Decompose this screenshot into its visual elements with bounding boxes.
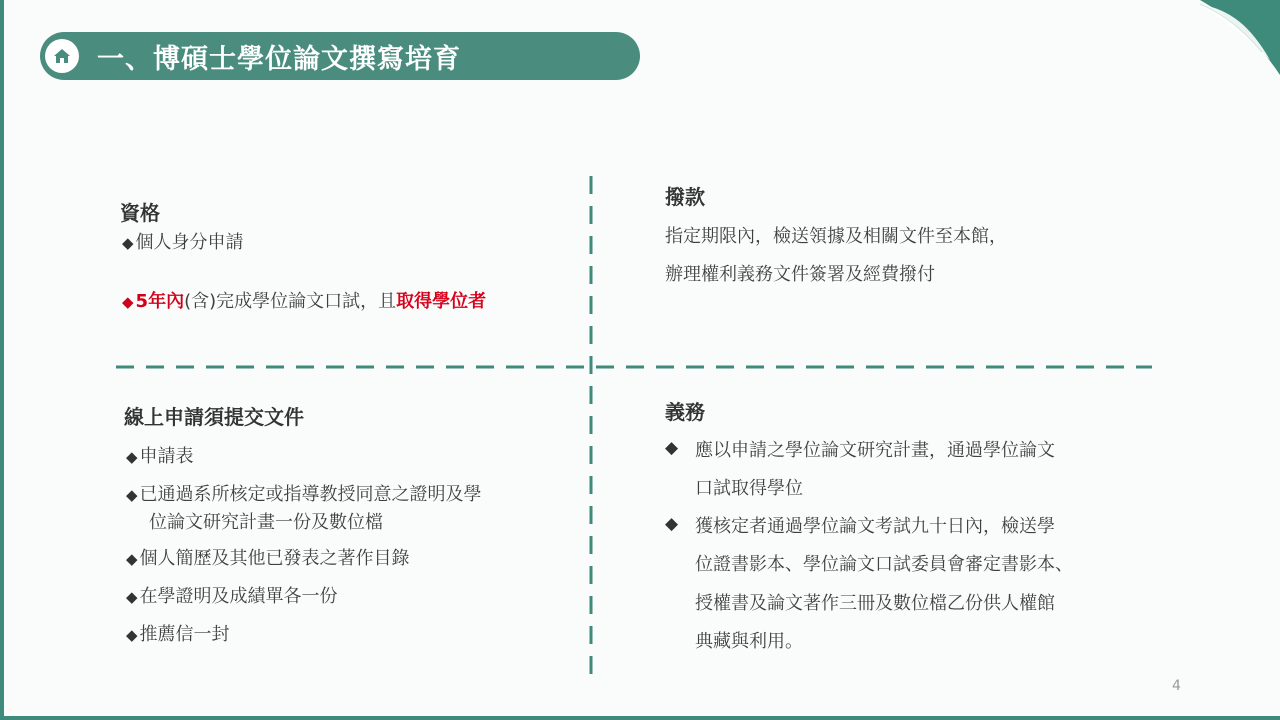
diamond-bullet-icon: ◆ [126, 626, 138, 644]
diamond-bullet-icon: ◆ [122, 234, 134, 252]
diamond-bullet-icon: ◆ [122, 293, 134, 311]
document-item: ◆ 在學證明及成績單各一份 [126, 586, 338, 607]
obligation-text: 授權書及論文著作三冊及數位檔乙份供人權館 [695, 593, 1055, 614]
funding-heading: 撥款 [665, 185, 705, 209]
document-item: ◆ 推薦信一封 [126, 624, 230, 645]
document-item: ◆ 申請表 [126, 446, 194, 467]
diamond-bullet-icon: ◆ [126, 588, 138, 606]
qualification-item-highlight: ◆ 5年內(含)完成學位論文口試，且取得學位者 [122, 291, 487, 312]
document-item: ◆ 已通過系所核定或指導教授同意之證明及學 [126, 484, 482, 505]
diamond-bullet-icon: ◆ [126, 486, 138, 504]
obligation-text: 獲核定者通過學位論文考試九十日內，檢送學 [695, 516, 1055, 537]
diamond-bullet-icon: ◆ [126, 448, 138, 466]
funding-text: 辦理權利義務文件簽署及經費撥付 [665, 264, 935, 285]
page-title: 一、博碩士學位論文撰寫培育 [97, 43, 461, 75]
page-number: 4 [1172, 678, 1181, 694]
diamond-bullet-icon: ◆ [665, 514, 679, 534]
obligation-text: 口試取得學位 [695, 478, 803, 499]
documents-heading: 線上申請須提交文件 [124, 405, 304, 429]
diamond-bullet-icon: ◆ [665, 438, 679, 458]
document-item-continued: 位論文研究計畫一份及數位檔 [149, 512, 383, 533]
funding-text: 指定期限內，檢送領據及相關文件至本館， [665, 226, 1007, 247]
obligation-text: 典藏與利用。 [695, 631, 803, 652]
qualification-item: ◆ 個人身分申請 [122, 232, 244, 253]
obligation-text: 位證書影本、學位論文口試委員會審定書影本、 [695, 554, 1073, 575]
qualification-heading: 資格 [120, 201, 160, 225]
obligations-heading: 義務 [665, 400, 705, 424]
obligation-text: 應以申請之學位論文研究計畫，通過學位論文 [695, 440, 1055, 461]
diamond-bullet-icon: ◆ [126, 550, 138, 568]
document-item: ◆ 個人簡歷及其他已發表之著作目錄 [126, 548, 410, 569]
